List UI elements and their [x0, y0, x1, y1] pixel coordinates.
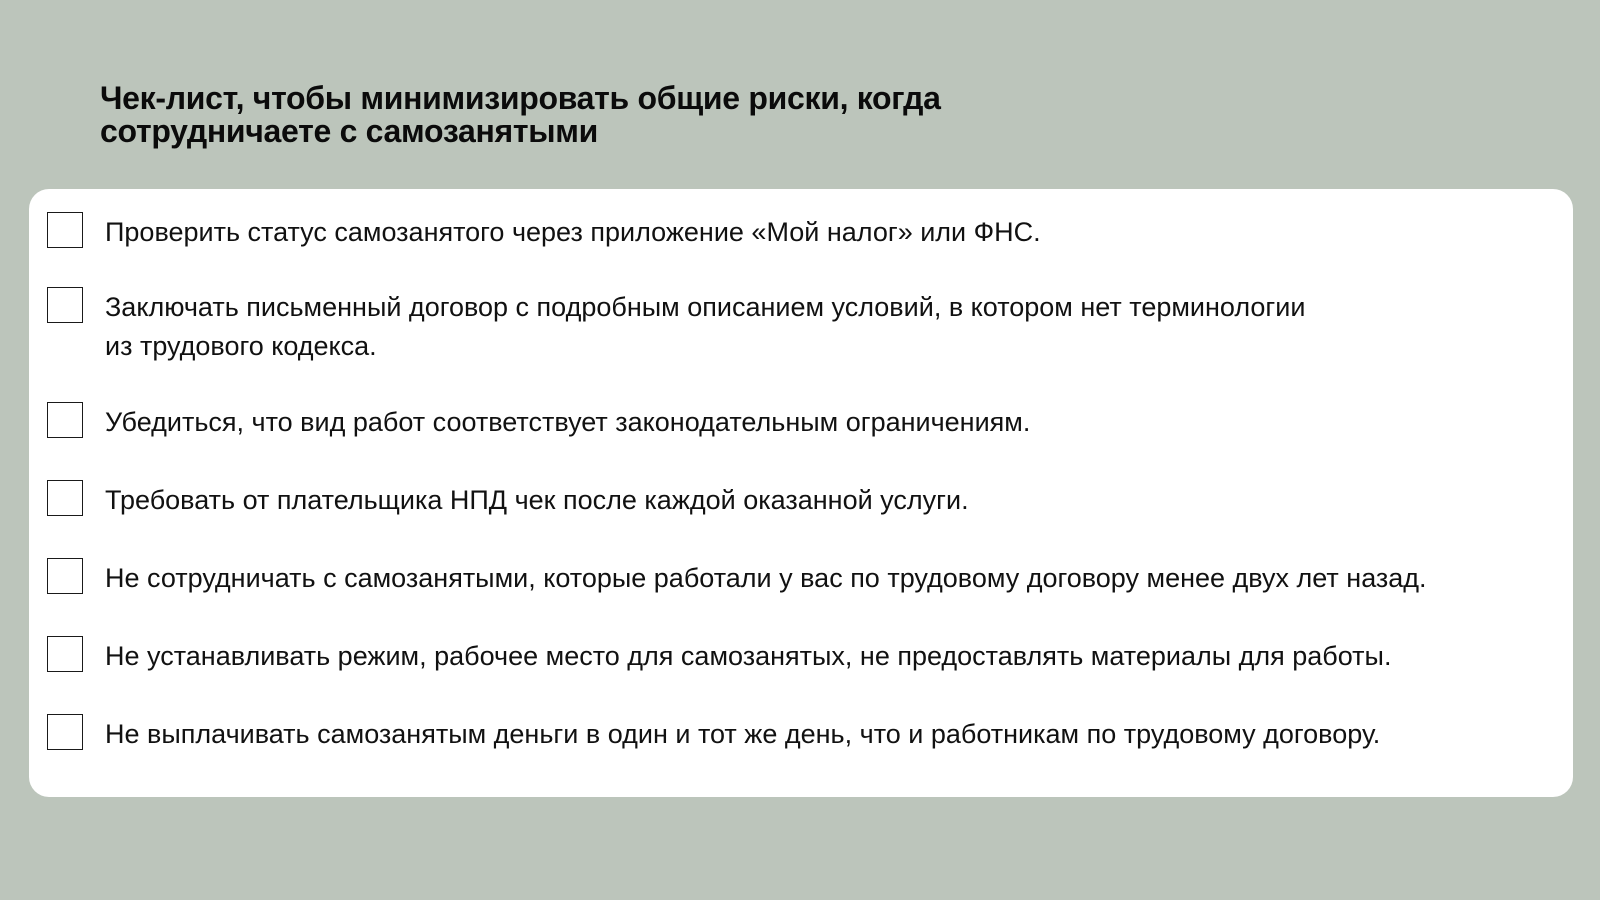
checklist-item-label: Не выплачивать самозанятым деньги в один и тот же день, что и работникам по трудовому договору.: [105, 719, 1381, 749]
checklist-card: [29, 189, 1573, 797]
checklist-item-label: Требовать от плательщика НПД чек после каждой оказанной услуги.: [105, 485, 969, 515]
checkbox[interactable]: [47, 402, 83, 438]
checkbox[interactable]: [47, 714, 83, 750]
checkbox[interactable]: [47, 636, 83, 672]
checklist-item-label: Проверить статус самозанятого через приложение «Мой налог» или ФНС.: [105, 217, 1041, 247]
checklist-item-label: Заключать письменный договор с подробным описанием условий, в котором нет терминологии из трудового кодекса.: [105, 292, 1306, 361]
checkbox[interactable]: [47, 287, 83, 323]
checklist-item-label: Убедиться, что вид работ соответствует законодательным ограничениям.: [105, 407, 1031, 437]
checkbox[interactable]: [47, 212, 83, 248]
checkbox[interactable]: [47, 480, 83, 516]
page-title: Чек-лист, чтобы минимизировать общие риски, когда сотрудничаете с самозанятыми: [100, 80, 941, 149]
checklist-item-label: Не устанавливать режим, рабочее место для самозанятых, не предоставлять материалы для работы.: [105, 641, 1392, 671]
checkbox[interactable]: [47, 558, 83, 594]
checklist-item-label: Не сотрудничать с самозанятыми, которые работали у вас по трудовому договору менее двух лет назад.: [105, 563, 1427, 593]
